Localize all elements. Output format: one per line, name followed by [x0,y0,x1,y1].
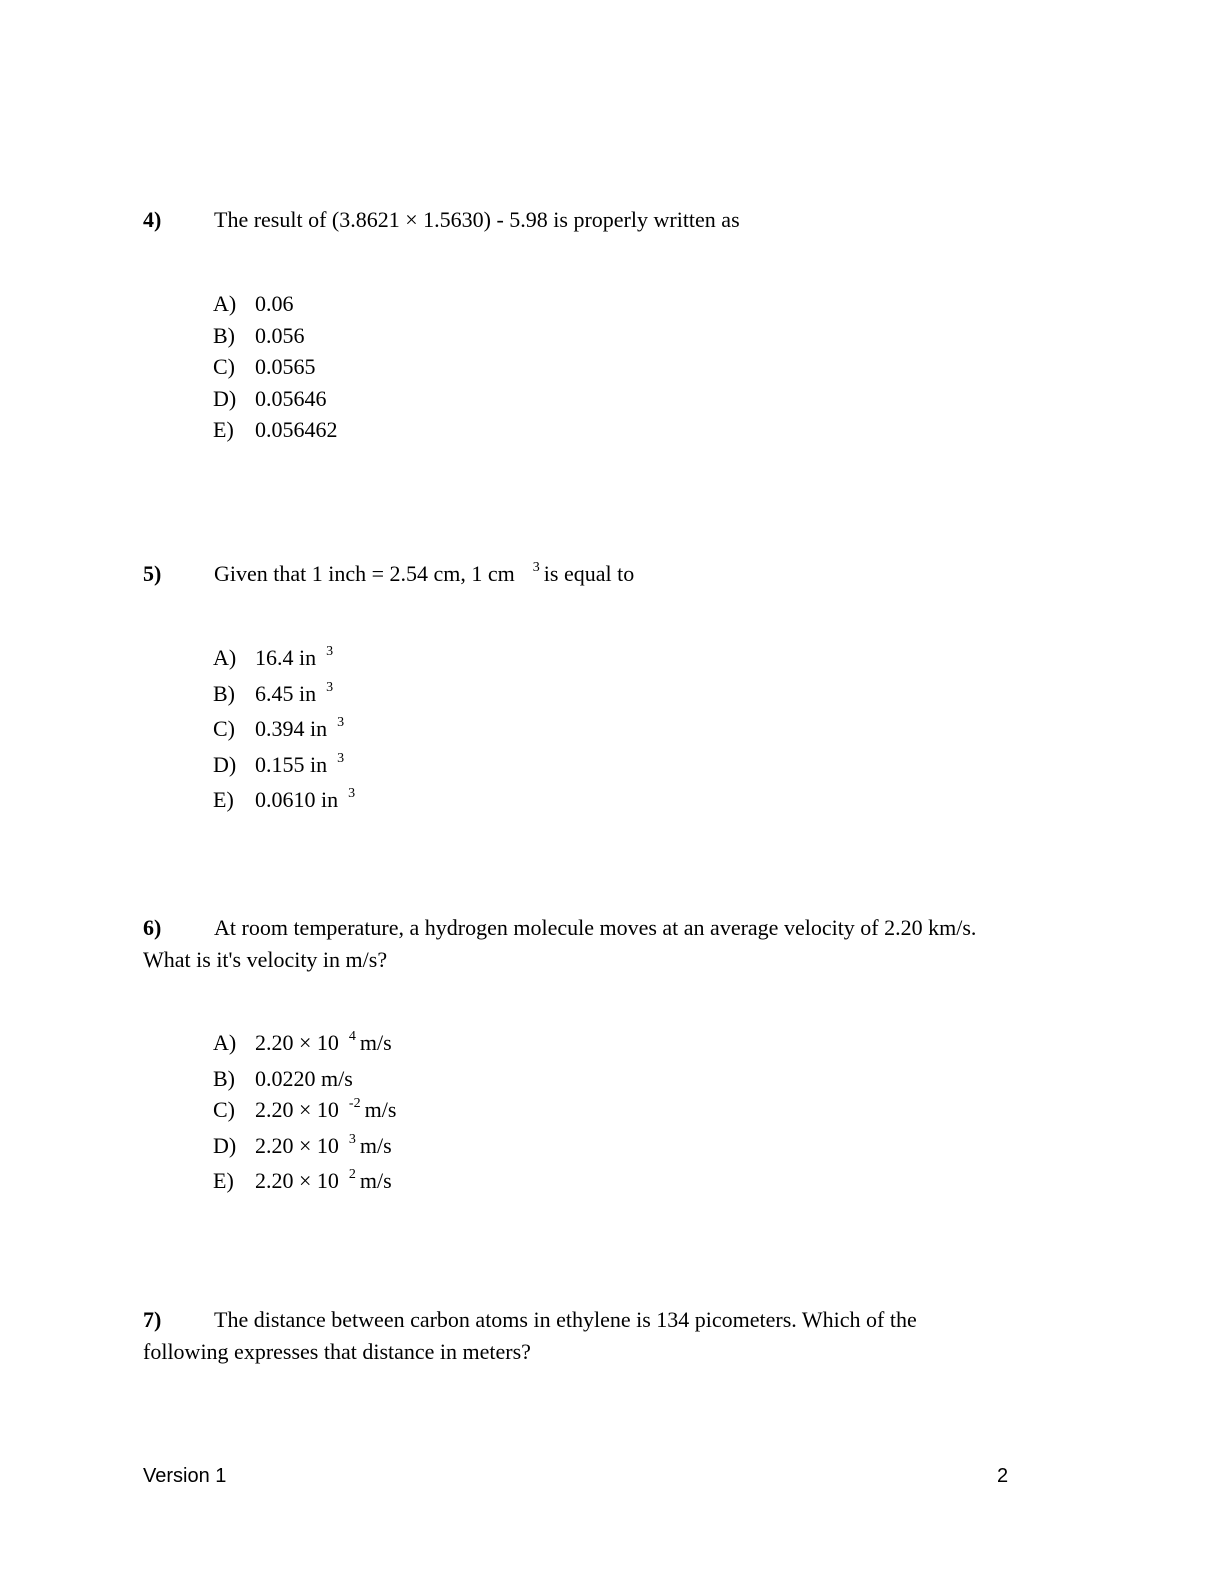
footer-version: Version 1 [143,1465,227,1487]
choice-a [213,288,338,320]
choice-letter: D) [213,751,237,777]
choice-text: 0.155 in [255,751,328,777]
choice-text: 0.056 [255,322,305,348]
choice-letter: E) [213,417,234,442]
choice-unit: m/s [359,1168,392,1193]
choices-question-5 [213,642,359,820]
superscript: 2 [348,1167,356,1182]
choice-b [213,320,338,352]
choices-question-6 [213,1027,396,1201]
choice-text: 2.20 × 10 [255,1030,339,1055]
superscript: 3 [337,750,345,766]
question-number: 5) [143,561,162,586]
choice-letter: C) [213,716,235,741]
question-6 [143,912,1063,976]
question-stem-line-2: What is it's velocity in m/s? [143,947,388,972]
choice-text: 6.45 in [255,680,317,706]
choice-letter: D) [213,385,237,411]
question-stem: Given that 1 inch = 2.54 cm, 1 cm [214,561,515,586]
question-number: 7) [143,1307,162,1332]
question-stem-end: is equal to [543,561,635,586]
question-number: 4) [143,207,162,232]
superscript: 3 [348,786,356,801]
choice-letter: C) [213,354,235,379]
choice-text: 0.06 [255,291,294,316]
question-5 [143,558,1063,594]
choice-text: 0.0220 m/s [255,1065,353,1091]
choice-c [213,351,338,383]
choice-c [213,713,359,749]
question-7 [143,1304,1063,1368]
choice-letter: C) [213,1097,235,1122]
choice-letter: A) [213,645,237,670]
choice-text: 0.056462 [255,417,338,442]
choice-letter: E) [213,787,234,812]
superscript: 3 [326,679,334,695]
choice-letter: D) [213,1132,237,1158]
choice-d [213,383,338,415]
superscript: 3 [532,560,540,575]
choice-text: 0.0610 in [255,787,339,812]
superscript: -2 [348,1096,361,1111]
choice-text: 2.20 × 10 [255,1132,339,1158]
question-stem-line-2: following expresses that distance in meters? [143,1339,531,1364]
choice-text: 2.20 × 10 [255,1168,339,1193]
choice-letter: B) [213,1065,235,1091]
choice-e [213,784,359,820]
choice-a [213,1027,396,1063]
choice-c [213,1094,396,1130]
choice-text: 2.20 × 10 [255,1097,339,1122]
question-stem: The result of (3.8621 × 1.5630) - 5.98 is properly written as [214,207,740,232]
choice-d [213,1130,396,1166]
question-stem: The distance between carbon atoms in ethylene is 134 picometers. Which of the [214,1307,917,1332]
choice-b [213,1063,396,1095]
superscript: 4 [348,1029,356,1044]
choice-e [213,1165,396,1201]
choice-letter: A) [213,291,237,316]
choice-text: 0.05646 [255,385,327,411]
question-stem: At room temperature, a hydrogen molecule moves at an average velocity of 2.20 km/s. [214,915,977,940]
choice-d [213,749,359,785]
superscript: 3 [337,715,345,730]
choice-unit: m/s [364,1097,397,1122]
superscript: 3 [326,644,334,659]
choice-unit: m/s [359,1030,392,1055]
choice-text: 16.4 in [255,645,317,670]
footer-page-number: 2 [997,1465,1009,1487]
choice-letter: B) [213,680,235,706]
choice-e [213,414,338,446]
choice-text: 0.0565 [255,354,316,379]
choice-b [213,678,359,714]
choice-letter: E) [213,1168,234,1193]
question-number: 6) [143,915,162,940]
choices-question-4 [213,288,338,446]
choice-a [213,642,359,678]
question-4 [143,204,1063,236]
choice-letter: B) [213,322,235,348]
choice-unit: m/s [359,1132,392,1158]
choice-text: 0.394 in [255,716,328,741]
choice-letter: A) [213,1030,237,1055]
superscript: 3 [348,1131,356,1147]
